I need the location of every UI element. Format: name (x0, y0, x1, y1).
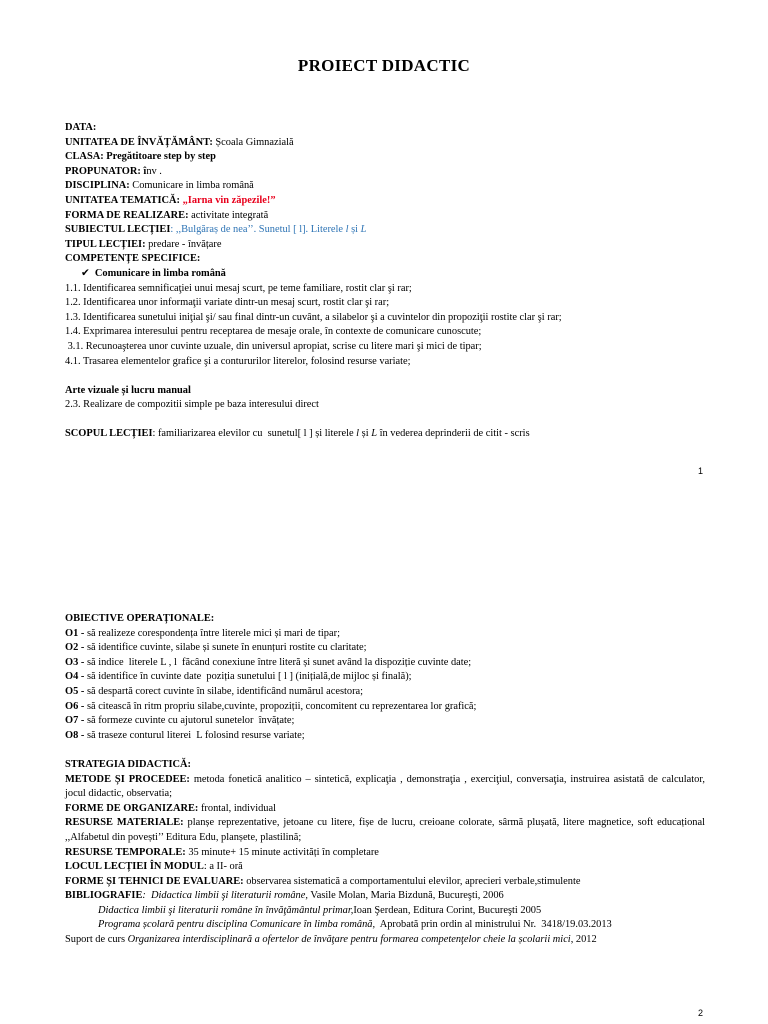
obiectiv-item: O1 - să realizeze corespondența între literele mici și mari de tipar; (65, 627, 340, 639)
page-number: 2 (698, 1008, 704, 1018)
competenta-item: 1.4. Exprimarea interesului pentru receptarea de mesaje orale, în contexte de comunicare cunoscute; (65, 326, 482, 338)
bibliografie-item: Didactica limbii şi literaturii române în învăţământul primar,Ioan Şerdean, Editura Corint, Bucureşti 2005 (98, 904, 542, 916)
scopul-row: SCOPUL LECȚIEI: familiarizarea elevilor cu sunetul[ l ] și literele l și L în vederea deprinderii de citit - scris (65, 428, 530, 440)
locul-lectiei-row: LOCUL LECȚIEI ÎN MODUL: a II- oră (65, 861, 243, 873)
arte-item: 2.3. Realizare de compozitii simple pe baza interesului direct (65, 399, 319, 411)
strategia-heading: STRATEGIA DIDACTICĂ: (65, 758, 191, 770)
resurse-temporale-row: RESURSE TEMPORALE: 35 minute+ 15 minute activități în completare (65, 846, 379, 858)
bibliografie-row: BIBLIOGRAFIE: Didactica limbii şi literaturii române, Vasile Molan, Maria Bizdună, Bucureşti, 2006 (65, 890, 504, 902)
arte-heading: Arte vizuale și lucru manual (65, 384, 191, 396)
competenta-item: 3.1. Recunoaşterea unor cuvinte uzuale, din universul apropiat, scrise cu litere mari şi mici de tipar; (65, 340, 482, 352)
unitatea-tematica-row: UNITATEA TEMATICĂ: „Iarna vin zăpezile!” (65, 194, 276, 206)
forma-realizare-row: FORMA DE REALIZARE: activitate integrată (65, 209, 269, 221)
obiectiv-item: O4 - să identifice în cuvinte date poziția sunetului [ l ] (inițială,de mijloc și finală); (65, 671, 412, 683)
obiectiv-item: O2 - să identifice cuvinte, silabe și sunete în enunțuri rostite cu claritate; (65, 642, 367, 654)
checkmark-icon: ✔ (81, 267, 90, 279)
obiectiv-item: O8 - să traseze conturul literei L folosind resurse variate; (65, 729, 305, 741)
subiectul-row: SUBIECTUL LECȚIEI: ,,Bulgăraș de nea’’. Sunetul [ l]. Literele l și L (65, 224, 367, 236)
obiectiv-item: O3 - să indice literele L , l făcând conexiune între literă și sunet având la dispoziție cuvinte date; (65, 656, 472, 668)
disciplina-row: DISCIPLINA: Comunicare in limba română (65, 180, 254, 192)
competente-heading: COMPETENȚE SPECIFICE: (65, 253, 201, 265)
unitatea-row: UNITATEA DE ÎNVĂȚĂMÂNT: Școala Gimnazială (65, 136, 294, 148)
bibliografie-item: Suport de curs Organizarea interdisciplinară a ofertelor de învăţare pentru formarea competenţelor cheie la școlarii mici, 2012 (65, 934, 597, 946)
competenta-item: 1.3. Identificarea sunetului iniţial şi/ sau final dintr-un cuvânt, a silabelor şi a cuvintelor din propoziţii rostite clar şi rar; (65, 311, 562, 323)
forme-organizare-row: FORME DE ORGANIZARE: frontal, individual (65, 802, 276, 814)
metode-row: METODE ȘI PROCEDEE: metoda fonetică analitico – sintetică, explicaţia , demonstraţia , exerciţiul, conversaţia, instruirea asistată de calculator, jocul didactic, observatia; (65, 773, 705, 800)
competenta-item: 1.2. Identificarea unor informaţii variate dintr-un mesaj scurt, rostit clar şi rar; (65, 297, 390, 309)
obiective-heading: OBIECTIVE OPERAȚIONALE: (65, 613, 215, 624)
propunator-row: PROPUNATOR: înv . (65, 165, 162, 177)
data-row: DATA: (65, 122, 97, 133)
bibliografie-item: Programa școlară pentru disciplina Comunicare în limba română, Aprobată prin ordin al ministrului Nr. 3418/19.03.2013 (98, 919, 612, 931)
obiectiv-item: O6 - să citească în ritm propriu silabe,cuvinte, propoziții, concomitent cu reprezentarea lor grafică; (65, 700, 477, 712)
clasa-row: CLASA: Pregătitoare step by step (65, 151, 216, 163)
competenta-item: 4.1. Trasarea elementelor grafice şi a contururilor literelor, folosind resurse variate; (65, 355, 411, 367)
evaluare-row: FORME ȘI TEHNICI DE EVALUARE: observarea sistematică a comportamentului elevilor, aprecieri verbale,stimulente (65, 875, 581, 887)
tipul-row: TIPUL LECȚIEI: predare - învățare (65, 238, 222, 250)
obiectiv-item: O7 - să formeze cuvinte cu ajutorul sunetelor învățate; (65, 715, 295, 727)
page-title: PROIECT DIDACTIC (297, 56, 471, 75)
obiectiv-item: O5 - să despartă corect cuvinte în silabe, identificând numărul acestora; (65, 685, 364, 697)
competenta-item: 1.1. Identificarea semnificaţiei unui mesaj scurt, pe teme familiare, rostit clar şi rar; (65, 282, 412, 294)
page-number: 1 (698, 466, 704, 476)
lesson-header (65, 121, 705, 442)
obiective-section (65, 612, 705, 948)
resurse-materiale-row: RESURSE MATERIALE: planșe reprezentative, jetoane cu litere, fișe de lucru, creioane colorate, sârmă plușată, litere magnetice, soft educațional ,,Alfabetul din povești’’ Editura Edu, planșete, plastilină; (65, 817, 705, 843)
comunicare-heading: ✔ Comunicare in limba română (81, 267, 226, 279)
